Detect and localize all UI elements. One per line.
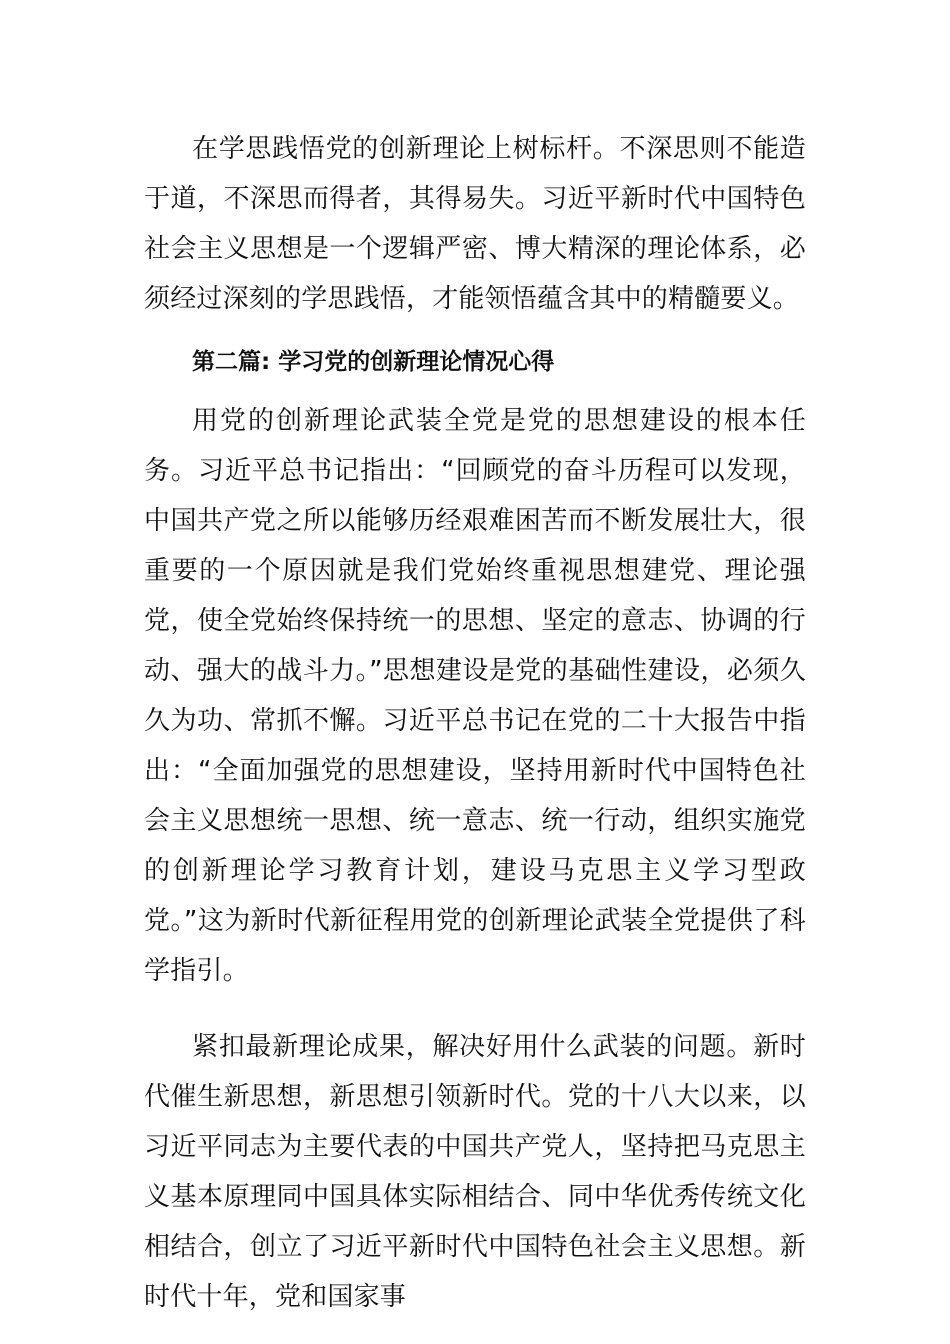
paragraph-2: 用党的创新理论武装全党是党的思想建设的根本任务。习近平总书记指出：“回顾党的奋斗历程可以发现，中国共产党之所以能够历经艰难困苦而不断发展壮大，很重要的一个原因就是我们党始终重视思想建党、理论强党，使全党始终保持统一的思想、坚定的意志、协调的行动、强大的战斗力。”思想建设是党的基础性建设，必须久久为功、常抓不懈。习近平总书记在党的二十大报告中指出：“全面加强党的思想建设，坚持用新时代中国特色社会主义思想统一思想、统一意志、统一行动，组织实施党的创新理论学习教育计划，建设马克思主义学习型政党。”这为新时代新征程用党的创新理论武装全党提供了科学指引。 [144, 406, 806, 986]
paragraph-1: 在学思践悟党的创新理论上树标杆。不深思则不能造于道，不深思而得者，其得易失。习近平新时代中国特色社会主义思想是一个逻辑严密、博大精深的理论体系，必须经过深刻的学思践悟，才能领悟蕴含其中的精髓要义。 [144, 134, 806, 314]
paragraph-3: 紧扣最新理论成果，解决好用什么武装的问题。新时代催生新思想，新思想引领新时代。党的十八大以来，以习近平同志为主要代表的中国共产党人，坚持把马克思主义基本原理同中国具体实际相结合、同中华优秀传统文化相结合，创立了习近平新时代中国特色社会主义思想。新时代十年，党和国家事 [144, 1032, 806, 1312]
document-body [144, 124, 806, 1322]
section-heading: 第二篇: 学习党的创新理论情况心得 [192, 349, 555, 375]
